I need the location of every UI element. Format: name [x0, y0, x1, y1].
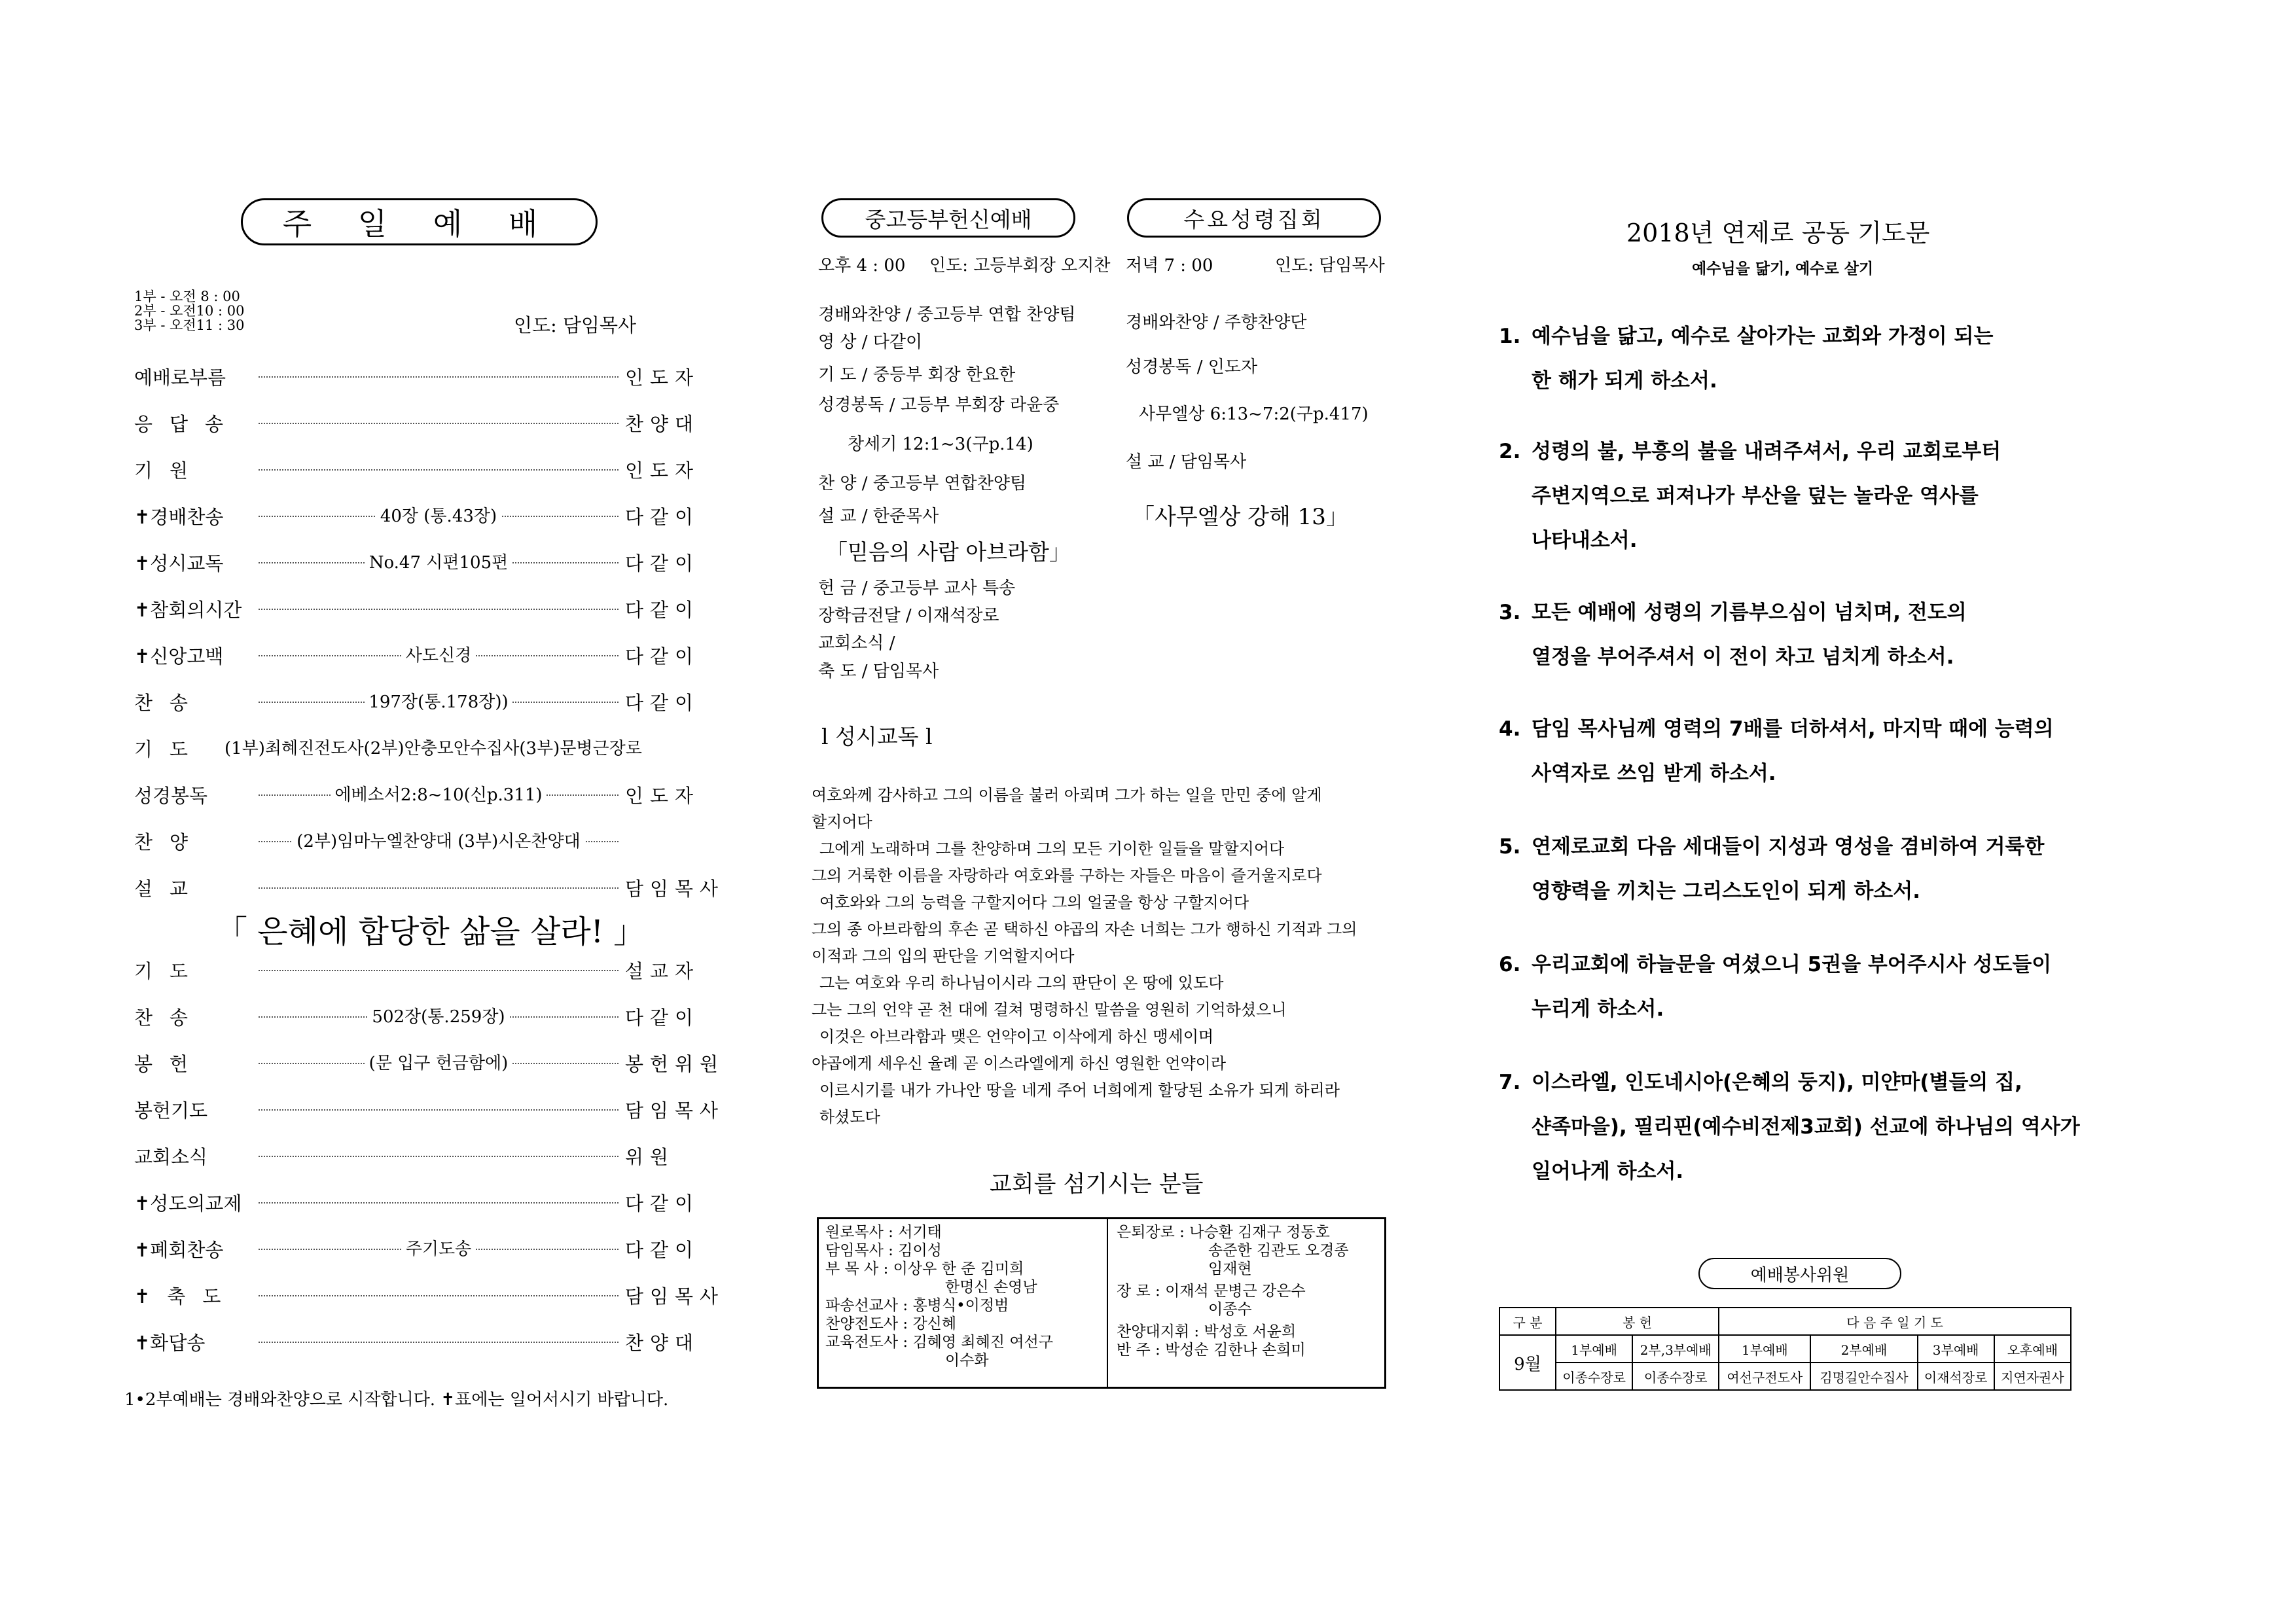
vol-sub: 2부,3부예배 — [1632, 1335, 1719, 1363]
service-time-2: 2부 - 오전10 : 00 — [134, 303, 245, 319]
order-row — [134, 1189, 710, 1215]
order-item-responsible: 담임목사 — [625, 877, 725, 900]
prayer-text: 성령의 불, 부흥의 불을 내려주셔서, 우리 교회로부터 — [1532, 440, 2001, 463]
prayer-text: 열정을 부어주셔서 이 전이 차고 넘치게 하소서. — [1532, 645, 1954, 669]
order-item-responsible: 위원 — [625, 1145, 675, 1168]
responsive-reading-text — [812, 782, 1420, 1131]
order-item-label: ✝참회의시간 — [134, 598, 242, 621]
servants-box — [817, 1217, 1386, 1389]
order-item-responsible: 인도자 — [625, 366, 700, 389]
order-item-label: 기도 — [134, 738, 206, 760]
order-item-leader-line — [259, 831, 619, 851]
order-item-label: 기원 — [134, 459, 206, 482]
order-item-label: ✝화답송 — [134, 1331, 206, 1354]
order-item-leader-line — [259, 1201, 619, 1204]
order-item-leader-line — [259, 645, 619, 666]
youth-line: 설 교 / 한준목사 — [818, 507, 939, 526]
vol-month: 9월 — [1499, 1335, 1556, 1390]
youth-line: 기 도 / 중등부 회장 한요한 — [818, 365, 1016, 385]
order-row — [134, 874, 725, 901]
order-item-label: 찬양 — [134, 830, 206, 853]
prayer-text: 나타내소서. — [1532, 529, 1638, 552]
prayer-text: 사역자로 쓰임 받게 하소서. — [1532, 762, 1776, 785]
order-item-label: 성경봉독 — [134, 784, 208, 807]
order-item-leader-line — [259, 468, 619, 471]
order-item-label: ✝경배찬송 — [134, 505, 224, 528]
prayer-number: 6. — [1499, 953, 1521, 976]
reading-line: 이르시기를 내가 가나안 땅을 네게 주어 너희에게 할당된 소유가 되게 하리라 — [819, 1081, 1340, 1099]
order-item-label: 기도 — [134, 959, 206, 982]
prayer-text: 예수님을 닮고, 예수로 살아가는 교회와 가정이 되는 — [1532, 325, 1994, 348]
order-item-detail: 에베소서2:8~10(신p.311) — [331, 781, 546, 806]
order-row — [134, 1050, 725, 1076]
servant-line: 이종수 — [1208, 1301, 1252, 1318]
order-row — [134, 735, 710, 761]
order-item-leader-line — [259, 1053, 619, 1073]
reading-line: 이적과 그의 입의 판단을 기억할지어다 — [812, 947, 1075, 965]
sunday-sermon-title: 「 은혜에 합당한 삶을 살라! 」 — [216, 914, 645, 950]
servant-line: 부 목 사 : 이상우 한 준 김미희 — [825, 1260, 1024, 1277]
sunday-title-pill — [241, 198, 598, 245]
order-row — [134, 1096, 725, 1122]
prayer-text: 샨족마을), 필리핀(예수비전제3교회) 선교에 하나님의 역사가 — [1532, 1115, 2080, 1139]
order-item-responsible: 다같이 — [625, 1192, 700, 1215]
youth-title-pill — [821, 198, 1075, 238]
order-item-responsible: 담임목사 — [625, 1285, 725, 1308]
order-row — [134, 456, 710, 482]
service-times — [134, 289, 245, 332]
prayer-text: 이스라엘, 인도네시아(은혜의 둥지), 미얀마(별들의 집, — [1532, 1071, 2022, 1094]
order-row — [134, 781, 710, 808]
vol-name: 이재석장로 — [1918, 1363, 1994, 1390]
wednesday-leader: 인도: 담임목사 — [1275, 256, 1385, 276]
reading-line: 야곱에게 세우신 율례 곧 이스라엘에게 하신 영원한 언약이라 — [812, 1054, 1227, 1073]
order-item-detail: 주기도송 — [402, 1236, 475, 1260]
prayer-item-2 — [1499, 429, 2088, 563]
order-item-leader-line — [259, 421, 619, 424]
servant-line: 담임목사 : 김이성 — [825, 1242, 942, 1259]
prayer-item-1 — [1499, 314, 2088, 403]
order-row — [134, 1282, 725, 1308]
order-item-label: 설교 — [134, 877, 206, 900]
order-item-leader-line — [259, 1340, 619, 1343]
reading-line: 그의 종 아브라함의 후손 곧 택하신 야곱의 자손 너희는 그가 행하신 기적과 그의 — [812, 920, 1357, 938]
volunteers-table — [1499, 1307, 2072, 1391]
servants-left-column — [825, 1223, 1053, 1370]
order-row — [134, 549, 710, 575]
vol-sub: 오후예배 — [1994, 1335, 2071, 1363]
servant-line: 교육전도사 : 김혜영 최혜진 여선구 — [825, 1334, 1054, 1351]
prayer-text: 영향력을 끼치는 그리스도인이 되게 하소서. — [1532, 880, 1920, 903]
youth-line: 교회소식 / — [818, 633, 895, 653]
order-item-responsible: 다같이 — [625, 598, 700, 621]
order-item-responsible: 설교자 — [625, 959, 700, 982]
order-item-detail: 502장(통.259장) — [368, 1003, 509, 1027]
order-item-leader-line — [259, 969, 619, 971]
order-item-responsible: 다같이 — [625, 505, 700, 528]
order-item-detail: (1부)최혜진전도사(2부)안충모안수집사(3부)문병근장로 — [221, 735, 646, 759]
order-row — [134, 363, 710, 389]
order-item-leader-line — [259, 692, 619, 712]
order-item-leader-line — [259, 1239, 619, 1259]
order-item-label: 찬송 — [134, 691, 206, 714]
order-item-responsible: 봉헌위원 — [625, 1052, 725, 1075]
wednesday-title-pill — [1127, 198, 1381, 238]
youth-line: 장학금전달 / 이재석장로 — [818, 606, 999, 626]
vol-sub: 3부예배 — [1918, 1335, 1994, 1363]
order-item-leader-line — [259, 375, 619, 378]
order-item-label: ✝폐회찬송 — [134, 1238, 224, 1261]
wednesday-line: 설 교 / 담임목사 — [1126, 452, 1247, 472]
prayer-item-3 — [1499, 590, 2088, 679]
wednesday-line: 경배와찬양 / 주향찬양단 — [1126, 313, 1307, 332]
sunday-leader: 인도: 담임목사 — [514, 314, 637, 336]
servant-line: 찬양대지휘 : 박성호 서윤희 — [1117, 1323, 1297, 1340]
reading-line: 그는 그의 언약 곧 천 대에 걸쳐 명령하신 말씀을 영원히 기억하셨으니 — [812, 1001, 1287, 1019]
wednesday-scripture: 사무엘상 6:13~7:2(구p.417) — [1139, 404, 1369, 424]
reading-line: 그에게 노래하며 그를 찬양하며 그의 모든 기이한 일들을 말할지어다 — [819, 840, 1285, 858]
youth-sermon: 「믿음의 사람 아브라함」 — [826, 539, 1071, 565]
prayer-text: 모든 예배에 성령의 기름부으심이 넘치며, 전도의 — [1532, 601, 1967, 624]
prayer-text: 우리교회에 하늘문을 여셨으니 5권을 부어주시사 성도들이 — [1532, 953, 2052, 976]
reading-line: 그는 여호와 우리 하나님이시라 그의 판단이 온 땅에 있도다 — [819, 974, 1224, 992]
prayer-text: 연제로교회 다음 세대들이 지성과 영성을 겸비하여 거룩한 — [1532, 835, 2045, 859]
order-item-label: 찬송 — [134, 1006, 206, 1029]
prayer-number: 7. — [1499, 1071, 1521, 1094]
order-item-responsible: 찬양대 — [625, 412, 700, 435]
vol-name: 김명길안수집사 — [1810, 1363, 1917, 1390]
vol-header-prayer: 다 음 주 일 기 도 — [1719, 1308, 2071, 1335]
order-item-responsible: 찬양대 — [625, 1331, 700, 1354]
prayer-number: 1. — [1499, 325, 1521, 348]
order-item-detail: 사도신경 — [402, 642, 475, 666]
vol-name: 이종수장로 — [1556, 1363, 1632, 1390]
wednesday-time: 저녁 7 : 00 — [1126, 256, 1213, 276]
order-item-leader-line — [259, 1108, 619, 1111]
servants-title: 교회를 섬기시는 분들 — [990, 1171, 1204, 1198]
youth-line: 경배와찬양 / 중고등부 연합 찬양팀 — [818, 305, 1076, 325]
prayer-item-6 — [1499, 942, 2088, 1031]
order-row — [134, 1329, 710, 1355]
reading-line: 여호와께 감사하고 그의 이름을 불러 아뢰며 그가 하는 일을 만민 중에 알게 — [812, 786, 1322, 804]
order-item-label: ✝성도의교제 — [134, 1192, 242, 1215]
order-item-leader-line — [259, 552, 619, 573]
servant-line: 반 주 : 박성순 김한나 손희미 — [1117, 1342, 1306, 1359]
order-row — [134, 1143, 710, 1169]
order-item-label: 응답송 — [134, 412, 241, 435]
order-row — [134, 1003, 710, 1029]
volunteers-title-pill — [1698, 1258, 1901, 1289]
order-item-responsible: 다같이 — [625, 552, 700, 575]
order-item-detail: (2부)임마누엘찬양대 (3부)시온찬양대 — [293, 828, 584, 852]
youth-time: 오후 4 : 00 — [818, 256, 906, 276]
order-item-leader-line — [259, 506, 619, 526]
order-item-responsible: 인도자 — [625, 459, 700, 482]
order-item-responsible: 담임목사 — [625, 1099, 725, 1122]
volunteers-title: 예배봉사위원 — [1750, 1265, 1850, 1285]
prayer-item-4 — [1499, 707, 2088, 796]
prayer-number: 3. — [1499, 601, 1521, 624]
servants-right-column — [1117, 1223, 1349, 1359]
vol-name: 여선구전도사 — [1719, 1363, 1810, 1390]
order-row — [134, 1236, 710, 1262]
order-row — [134, 688, 710, 715]
servant-line: 임재현 — [1208, 1260, 1252, 1277]
service-time-1: 1부 - 오전 8 : 00 — [134, 289, 240, 304]
prayer-number: 2. — [1499, 440, 1521, 463]
reading-line: 여호와와 그의 능력을 구할지어다 그의 얼굴을 항상 구할지어다 — [819, 893, 1249, 912]
servant-line: 찬양전도사 : 강신혜 — [825, 1315, 957, 1332]
servant-line: 은퇴장로 : 나승환 김재구 정동호 — [1117, 1224, 1330, 1241]
order-row — [134, 828, 710, 854]
servant-line: 이수화 — [945, 1352, 989, 1369]
order-row — [134, 503, 710, 529]
sunday-footer-note: 1•2부예배는 경배와찬양으로 시작합니다. ✝표에는 일어서시기 바랍니다. — [124, 1390, 669, 1410]
servant-line: 파송선교사 : 홍병식•이정범 — [825, 1297, 1009, 1314]
wednesday-line: 성경봉독 / 인도자 — [1126, 357, 1258, 377]
prayer-title: 2018년 연제로 공동 기도문 — [1626, 219, 1930, 247]
servant-line: 원로목사 : 서기태 — [825, 1224, 942, 1241]
order-item-detail: 40장 (통.43장) — [376, 503, 501, 527]
youth-leader: 인도: 고등부회장 오지찬 — [929, 256, 1111, 276]
order-item-label: ✝신앙고백 — [134, 645, 224, 668]
prayer-number: 5. — [1499, 835, 1521, 859]
youth-line: 축 도 / 담임목사 — [818, 662, 939, 681]
vol-sub: 2부예배 — [1810, 1335, 1917, 1363]
prayer-item-5 — [1499, 825, 2088, 914]
reading-line: 할지어다 — [812, 813, 872, 831]
youth-title: 중고등부헌신예배 — [865, 206, 1032, 232]
prayer-text: 누리게 하소서. — [1532, 997, 1664, 1021]
youth-line: 영 상 / 다같이 — [818, 332, 923, 352]
service-time-3: 3부 - 오전11 : 30 — [134, 317, 245, 333]
sunday-title: 주 일 예 배 — [282, 206, 556, 241]
vol-sub: 1부예배 — [1719, 1335, 1810, 1363]
order-item-leader-line — [221, 738, 646, 758]
order-item-label: ✝성시교독 — [134, 552, 224, 575]
prayer-number: 4. — [1499, 717, 1521, 741]
prayer-text: 한 해가 되게 하소서. — [1532, 369, 1717, 393]
wednesday-title: 수요성령집회 — [1183, 206, 1325, 232]
servant-line: 장 로 : 이재석 문병근 강은수 — [1117, 1283, 1306, 1300]
order-item-label: 교회소식 — [134, 1145, 208, 1168]
order-item-detail: 197장(통.178장)) — [365, 688, 512, 713]
order-item-leader-line — [259, 1154, 619, 1157]
prayer-subtitle: 예수님을 닮기, 예수로 살기 — [1692, 260, 1874, 277]
order-row — [134, 596, 710, 622]
order-item-responsible: 다같이 — [625, 1238, 700, 1261]
prayer-text: 일어나게 하소서. — [1532, 1160, 1684, 1183]
order-item-leader-line — [259, 785, 619, 805]
order-row — [134, 957, 710, 983]
servants-divider — [1107, 1219, 1108, 1387]
order-item-label: 봉헌기도 — [134, 1099, 208, 1122]
order-item-leader-line — [259, 886, 619, 889]
reading-line: 이것은 아브라함과 맺은 언약이고 이삭에게 하신 맹세이며 — [819, 1027, 1214, 1046]
vol-name: 이종수장로 — [1632, 1363, 1719, 1390]
youth-line: 찬 양 / 중고등부 연합찬양팀 — [818, 474, 1027, 493]
servant-line: 송준한 김관도 오경종 — [1208, 1242, 1349, 1259]
vol-name: 지연자권사 — [1994, 1363, 2071, 1390]
prayer-text: 담임 목사님께 영력의 7배를 더하셔서, 마지막 때에 능력의 — [1532, 717, 2054, 741]
vol-sub: 1부예배 — [1556, 1335, 1632, 1363]
order-item-label: ✝축도 — [134, 1285, 238, 1308]
order-item-leader-line — [259, 607, 619, 610]
order-item-responsible: 인도자 — [625, 784, 700, 807]
order-item-detail: No.47 시편105편 — [365, 549, 512, 573]
order-item-label: 예배로부름 — [134, 366, 226, 389]
order-item-responsible: 다같이 — [625, 645, 700, 668]
reading-line: 그의 거룩한 이름을 자랑하라 여호와를 구하는 자들은 마음이 즐거울지로다 — [812, 866, 1322, 885]
prayer-item-7 — [1499, 1060, 2088, 1194]
servant-line: 한명신 손영남 — [945, 1279, 1037, 1296]
order-item-detail: (문 입구 헌금함에) — [365, 1050, 512, 1074]
order-item-leader-line — [259, 1294, 619, 1296]
wednesday-sermon: 「사무엘상 강해 13」 — [1132, 504, 1348, 530]
order-item-leader-line — [259, 1007, 619, 1027]
order-item-responsible: 다같이 — [625, 1006, 700, 1029]
vol-header-month: 구 분 — [1499, 1308, 1556, 1335]
reading-line: 하셨도다 — [819, 1108, 880, 1126]
youth-scripture: 창세기 12:1~3(구p.14) — [848, 435, 1033, 454]
order-item-label: 봉헌 — [134, 1052, 206, 1075]
youth-line: 헌 금 / 중고등부 교사 특송 — [818, 579, 1016, 598]
responsive-reading-title: l 성시교독 l — [821, 724, 933, 749]
order-row — [134, 642, 710, 668]
vol-header-offering: 봉 헌 — [1556, 1308, 1719, 1335]
order-row — [134, 410, 710, 436]
order-item-responsible: 다같이 — [625, 691, 700, 714]
youth-line: 성경봉독 / 고등부 부회장 라윤중 — [818, 395, 1060, 415]
prayer-text: 주변지역으로 퍼져나가 부산을 덮는 놀라운 역사를 — [1532, 484, 1979, 508]
